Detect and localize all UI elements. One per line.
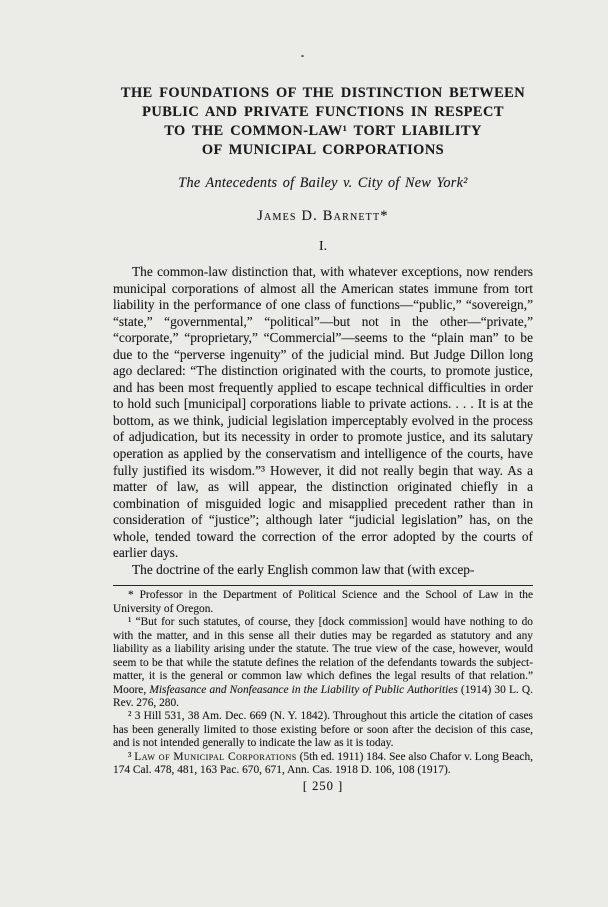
article-body xyxy=(113,264,533,578)
article-content xyxy=(113,84,533,778)
section-heading: I. xyxy=(318,238,328,253)
footnote-2: ² 3 Hill 531, 38 Am. Dec. 669 (N. Y. 1842). Throughout this article the citation of cases has been generally limited to those existing before or soon after the decision of this case, and is not intended generally to indicate the law as it is today. xyxy=(113,710,533,750)
footnote-3-marker: ³ xyxy=(128,750,135,763)
footnote-1-citation: (1914) 30 L. Q. Rev. 276, 280. xyxy=(113,683,533,710)
footnote-3-treatise-title: Law of Municipal Corporations xyxy=(134,750,297,763)
title-line-4: OF MUNICIPAL CORPORATIONS xyxy=(201,142,445,158)
title-line-2: PUBLIC AND PRIVATE FUNCTIONS IN RESPECT xyxy=(142,104,504,120)
title-line-3: TO THE COMMON-LAW¹ TORT LIABILITY xyxy=(164,123,482,139)
footnote-3-citation: (5th ed. 1911) 184. See also Chafor v. Long Beach, 174 Cal. 478, 481, 163 Pac. 670, 671, Ann. Cas. 1918 D. 106, 108 (1917). xyxy=(113,750,534,777)
footnote-3 xyxy=(113,751,533,778)
body-paragraph-1: The common-law distinction that, with whatever exceptions, now renders municipal corporations of almost all the American states immune from tort liability in the performance of one class of functions—“public,” “sovereign,” “state,” “governmental,” “political”—but not in the other—“private,” “corporate,” “proprietary,” “Commercial”—seems to the “plain man” to be due to the “perverse ingenuity” of the judicial mind. But Judge Dillon long ago declared: “The distinction originated with the courts, to promote justice, and has been most frequently applied to escape technical difficulties in order to hold such [municipal] corporations liable to private actions. . . . It is at the bottom, as we think, judicial legislation imperceptably evolved in the process of adjudication, but its necessity in order to promote justice, and its salutary operation as applied by the conservatism and intelligence of the courts, have fully justified its wisdom.”³ However, it did not really begin that way. As a matter of law, as will appear, the distinction originated chiefly in a combination of misguided logic and misapplied precedent rather than in consideration of “justice”; although later “judicial legislation” has, on the whole, tended toward the correction of the error adopted by the courts of earlier days. xyxy=(113,264,533,561)
page-number: [ 250 ] xyxy=(302,779,344,793)
body-paragraph-2: The doctrine of the early English common law that (with excep- xyxy=(132,561,475,577)
article-title xyxy=(113,84,533,160)
footnote-star: * Professor in the Department of Political Science and the School of Law in the University of Oregon. xyxy=(113,589,533,615)
scan-speck xyxy=(301,55,304,57)
footnote-1 xyxy=(113,616,533,710)
footnote-1-text: ¹ “But for such statutes, of course, they [dock commission] would have nothing to do with the matter, and in this sense all their duties may be regarded as statutory and any liability as a liability arising under the statute. The true view of the case, however, would seem to be that while the statute defines the relation of the defendants towards the subject-matter, it is the general or common law which defines the legal results of that relation.” Moore, xyxy=(113,616,533,696)
footnotes-block xyxy=(113,589,533,777)
title-line-1: THE FOUNDATIONS OF THE DISTINCTION BETWEEN xyxy=(120,85,526,101)
author-byline: James D. Barnett* xyxy=(257,208,389,224)
footnote-1-case-title: Misfeasance and Nonfeasance in the Liability of Public Authorities xyxy=(149,683,458,696)
article-subtitle: The Antecedents of Bailey v. City of New York² xyxy=(178,175,468,191)
footnote-divider xyxy=(113,585,533,586)
